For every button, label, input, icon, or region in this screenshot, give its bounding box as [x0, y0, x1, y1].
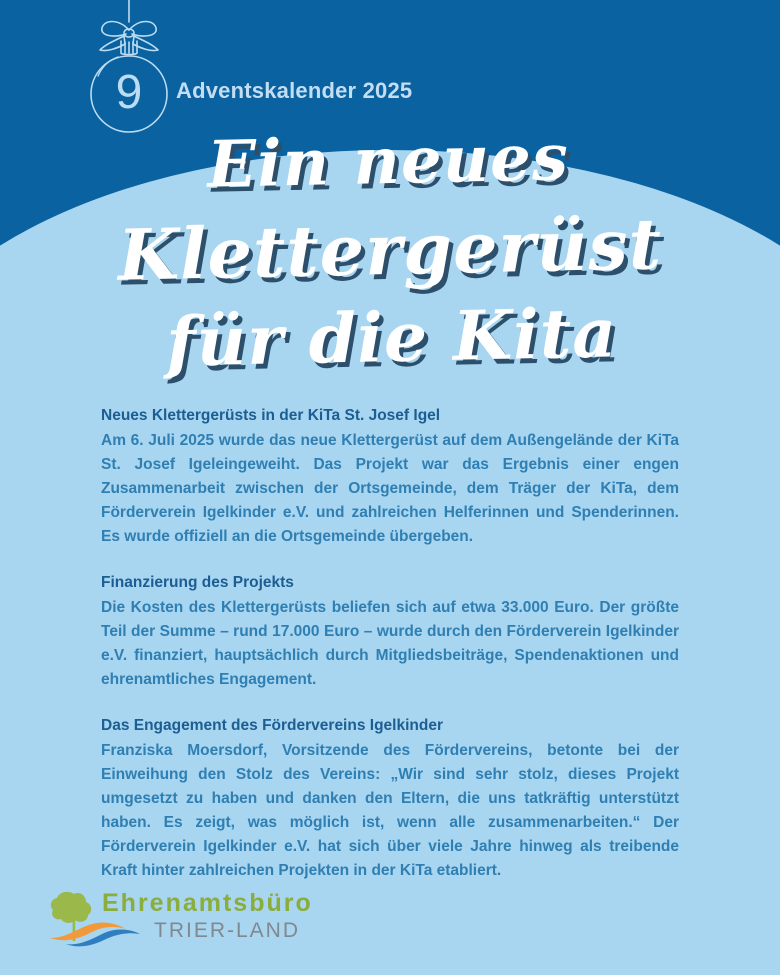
christmas-ornament-icon: [74, 0, 184, 140]
section-heading: Das Engagement des Fördervereins Igelkinder: [101, 717, 443, 734]
section-heading: Neues Klettergerüsts in der KiTa St. Josef Igel: [101, 407, 441, 424]
logo-title: Ehrenamtsbüro: [102, 889, 313, 917]
logo-subtitle: TRIER-LAND: [154, 919, 301, 942]
page-title-line-2: Klettergerüst: [117, 202, 663, 297]
page-title: [0, 110, 780, 390]
article-body: [101, 404, 679, 883]
ornament-day-number: 9: [115, 66, 143, 119]
article-section: [101, 404, 679, 549]
section-paragraph: Franziska Moersdorf, Vorsitzende des Fördervereins, betonte bei der Einweihung den Stolz des Vereins: „Wir sind sehr stolz, dieses Projekt umgesetzt zu haben und danken den Eltern, die uns tatkräftig unterstützt haben. Es zeigt, was möglich ist, wenn alle zusammenarbeiten.“ Der Förderverein Igelkinder e.V. hat sich über viele Jahre hinweg als treibende Kraft hinter zahlreichen Projekten in der KiTa etabliert.: [101, 742, 679, 879]
section-heading: Finanzierung des Projekts: [101, 574, 294, 591]
page-title-line-3: für die Kita: [165, 293, 619, 383]
page-title-line-1: Ein neues: [206, 120, 570, 203]
article-section: [101, 571, 679, 692]
kicker-label: Adventskalender 2025: [176, 78, 413, 103]
article-section: [101, 714, 679, 883]
section-paragraph: Am 6. Juli 2025 wurde das neue Klettergerüst auf dem Außengelände der KiTa St. Josef Igeleingeweiht. Das Projekt war das Ergebnis einer engen Zusammenarbeit zwischen der Ortsgemeinde, dem Träger der KiTa, dem Förderverein Igelkinder e.V. und zahlreichen Helferinnen und Spenderinnen. Es wurde offiziell an die Ortsgemeinde übergeben.: [101, 432, 679, 545]
ehrenamtsbuero-logo: [44, 888, 313, 956]
section-paragraph: Die Kosten des Klettergerüsts beliefen sich auf etwa 33.000 Euro. Der größte Teil der Summe – rund 17.000 Euro – wurde durch den Förderverein Igelkinder e.V. finanziert, hauptsächlich durch Mitgliedsbeiträge, Spendenaktionen und ehrenamtliches Engagement.: [101, 599, 679, 688]
